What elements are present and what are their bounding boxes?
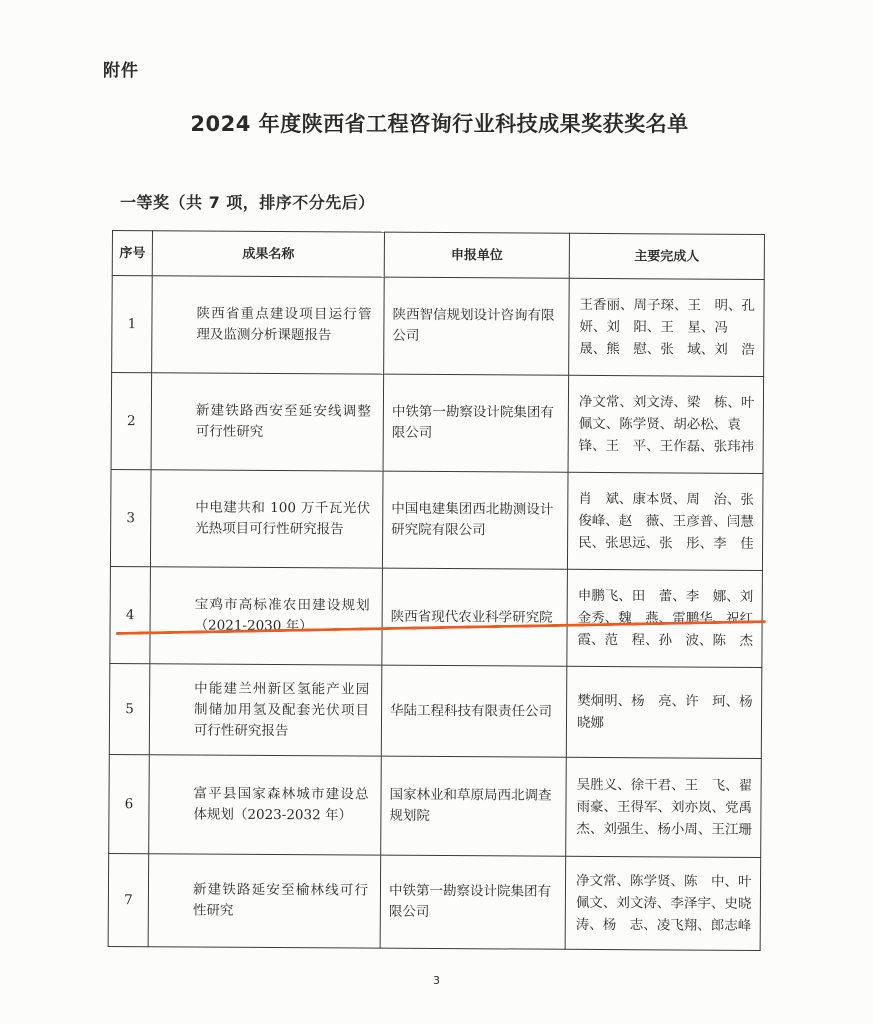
cell-no: 1: [112, 276, 153, 373]
header-people: 主要完成人: [569, 233, 764, 279]
table-row: [109, 663, 762, 758]
cell-people: 樊炯明、杨 亮、许 珂、杨晓娜: [566, 666, 762, 758]
header-unit: 申报单位: [384, 232, 569, 278]
cell-unit: 华陆工程科技有限责任公司: [381, 665, 567, 757]
cell-name: 宝鸡市高标准农田建设规划（2021-2030 年）: [150, 567, 383, 665]
table-row: [110, 469, 763, 570]
cell-no: 5: [109, 663, 150, 754]
page-number: 3: [433, 974, 440, 987]
table-row: [112, 276, 765, 377]
cell-no: 7: [108, 853, 149, 946]
header-name: 成果名称: [152, 231, 384, 277]
header-no: 序号: [112, 231, 152, 276]
cell-no: 4: [110, 566, 151, 663]
cell-unit: 陕西省现代农业科学研究院: [382, 568, 568, 666]
cell-name: 中能建兰州新区氢能产业园制储加用氢及配套光伏项目可行性研究报告: [149, 664, 382, 756]
cell-no: 3: [110, 469, 151, 566]
table-row: [109, 754, 762, 857]
cell-people: 净文常、陈学贤、陈 中、叶佩文、刘文涛、李泽宇、史晓涛、杨 志、凌飞翔、郎志峰: [565, 856, 761, 950]
cell-unit: 中铁第一勘察设计院集团有限公司: [383, 374, 569, 472]
cell-name: 富平县国家森林城市建设总体规划（2023-2032 年）: [149, 755, 382, 855]
award-table: [108, 230, 769, 951]
cell-name: 新建铁路西安至延安线调整可行性研究: [151, 373, 384, 471]
cell-no: 6: [109, 754, 150, 853]
cell-people: 申鹏飞、田 蕾、李 娜、刘金秀、魏 燕、雷鹏华、祝红霞、范 程、孙 波、陈 杰: [567, 569, 763, 667]
cell-unit: 陕西智信规划设计咨询有限公司: [384, 277, 570, 375]
cell-unit: 中国电建集团西北勘测设计研究院有限公司: [382, 471, 568, 569]
cell-unit: 中铁第一勘察设计院集团有限公司: [380, 855, 566, 949]
page-title: 2024 年度陕西省工程咨询行业科技成果奖获奖名单: [190, 112, 689, 136]
cell-name: 陕西省重点建设项目运行管理及监测分析课题报告: [152, 276, 385, 374]
table-row: [108, 853, 761, 950]
cell-people: 肖 斌、康本贤、周 治、张俊峰、赵 薇、王彦普、闫慧民、张思远、张 彤、李 佳: [567, 472, 763, 570]
cell-name: 中电建共和 100 万千瓦光伏光热项目可行性研究报告: [150, 470, 383, 568]
table-row: [110, 566, 763, 667]
cell-name: 新建铁路延安至榆林线可行性研究: [148, 854, 381, 948]
cell-unit: 国家林业和草原局西北调查规划院: [381, 756, 567, 856]
cell-people: 净文常、刘文涛、梁 栋、叶佩文、陈学贤、胡必松、袁 锋、王 平、王作磊、张玮祎: [568, 375, 764, 473]
table-row: [111, 373, 764, 474]
cell-people: 王香丽、周子琛、王 明、孔 妍、刘 阳、王 星、冯 晟、熊 慰、张 域、刘 浩: [569, 278, 765, 376]
cell-people: 吴胜义、徐干君、王 飞、翟雨豪、王得军、刘亦岚、党禹杰、刘强生、杨小周、王江珊: [566, 757, 762, 857]
attachment-label: 附件: [103, 61, 139, 81]
cell-no: 2: [111, 373, 152, 470]
section-heading: 一等奖（共 7 项，排序不分先后）: [120, 193, 375, 212]
table-header-row: [112, 231, 764, 280]
